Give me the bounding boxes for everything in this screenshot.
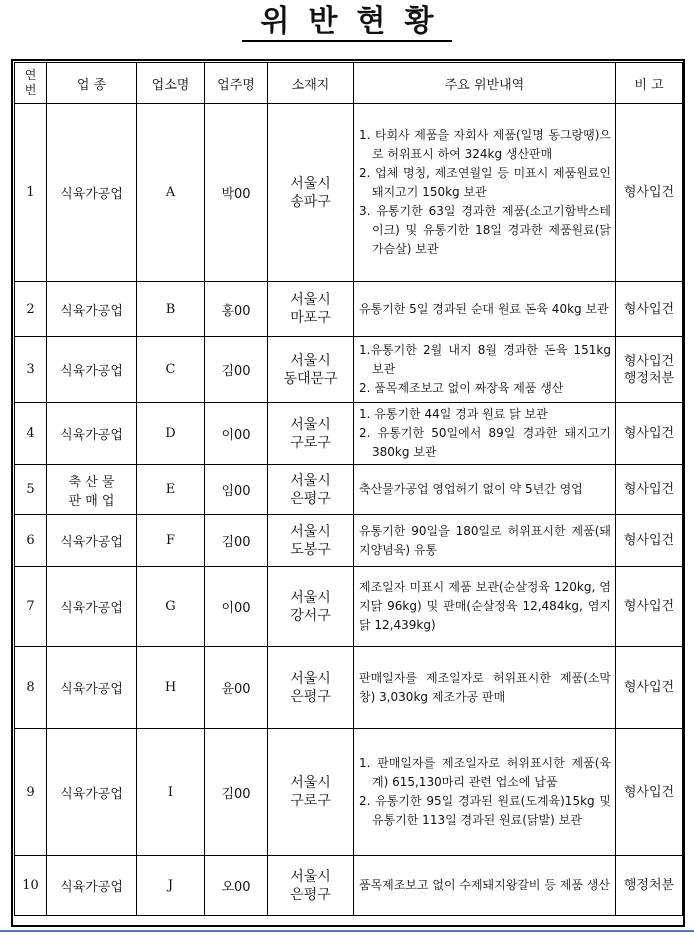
remarks-cell — [616, 567, 683, 647]
details-cell — [354, 337, 616, 403]
remarks-line: 형사입건 — [623, 301, 675, 317]
details-list — [359, 754, 611, 830]
location-cell — [268, 729, 354, 856]
header-owner: 업주명 — [205, 63, 268, 104]
details-list — [359, 341, 611, 398]
owner-name: 이00 — [205, 567, 268, 647]
industry-cell — [47, 856, 137, 916]
header-location: 소재지 — [268, 63, 354, 104]
remarks-line: 행정처분 — [623, 878, 675, 893]
location-line: 송파구 — [290, 193, 331, 210]
details-item: 2. 품목제조보고 없이 짜장육 제품 생산 — [359, 381, 564, 395]
business-name: J — [137, 856, 205, 916]
location-line: 구로구 — [290, 793, 331, 809]
owner-name: 이00 — [205, 403, 268, 465]
industry-cell — [47, 337, 137, 403]
location-line: 서울시 — [290, 352, 331, 369]
location-line: 서울시 — [290, 292, 331, 308]
location-line: 동대문구 — [283, 370, 338, 387]
bottom-divider — [0, 930, 694, 932]
industry-cell — [47, 465, 137, 515]
table-row — [15, 282, 683, 337]
industry-cell — [47, 647, 137, 729]
row-number: 10 — [15, 856, 47, 916]
location-cell — [268, 515, 354, 567]
row-number: 9 — [15, 729, 47, 856]
industry-cell — [47, 729, 137, 856]
row-number: 7 — [15, 567, 47, 647]
remarks-cell — [616, 729, 683, 856]
location-line: 강서구 — [290, 607, 331, 624]
table-row — [15, 104, 683, 282]
details-list — [359, 126, 611, 259]
location-line: 서울시 — [290, 775, 331, 791]
business-name: B — [137, 282, 205, 337]
header-no-line: 연 — [24, 68, 37, 82]
location-line: 마포구 — [290, 310, 331, 326]
business-name: I — [137, 729, 205, 856]
industry-line: 식육가공업 — [60, 428, 123, 443]
industry-cell — [47, 403, 137, 465]
table-body — [15, 104, 683, 916]
remarks-line: 형사입건 — [623, 482, 675, 497]
details-cell — [354, 104, 616, 282]
owner-name: 홍00 — [205, 282, 268, 337]
details-cell — [354, 567, 616, 647]
table-row — [15, 403, 683, 465]
row-number: 3 — [15, 337, 47, 403]
details-item: 1. 판매일자를 제조일자로 허위표시한 제품(육계) 615,130마리 관련 업소에 납품 — [359, 756, 611, 789]
remarks-cell — [616, 337, 683, 403]
industry-line: 판 매 업 — [68, 493, 115, 509]
details-cell — [354, 729, 616, 856]
owner-name: 윤00 — [205, 647, 268, 729]
header-industry: 업 종 — [47, 63, 137, 104]
remarks-cell — [616, 282, 683, 337]
details-text: 유통기한 5일 경과된 순대 원료 돈육 40kg 보관 — [359, 301, 609, 316]
page-title — [0, 4, 694, 44]
industry-cell — [47, 567, 137, 647]
industry-line: 식육가공업 — [60, 187, 123, 202]
header-remarks: 비 고 — [616, 63, 683, 104]
row-number: 2 — [15, 282, 47, 337]
table-header — [15, 63, 683, 104]
location-cell — [268, 647, 354, 729]
business-name: E — [137, 465, 205, 515]
industry-line: 축 산 물 — [68, 474, 115, 490]
details-cell — [354, 856, 616, 916]
details-cell — [354, 647, 616, 729]
table-row — [15, 465, 683, 515]
owner-name: 김00 — [205, 729, 268, 856]
owner-name: 오00 — [205, 856, 268, 916]
details-item: 1. 타회사 제품을 자회사 제품(일명 동그랑땡)으로 허위표시 하여 324kg 생산판매 — [359, 128, 611, 161]
row-number: 6 — [15, 515, 47, 567]
remarks-line: 행정처분 — [623, 370, 675, 386]
location-line: 서울시 — [290, 868, 331, 885]
details-cell — [354, 515, 616, 567]
remarks-line: 형사입건 — [623, 185, 675, 200]
location-line: 은평구 — [290, 688, 331, 705]
remarks-line: 형사입건 — [623, 426, 675, 441]
remarks-cell — [616, 515, 683, 567]
details-text: 축산물가공업 영업허기 없이 약 5년간 영업 — [359, 482, 583, 496]
owner-name: 김00 — [205, 337, 268, 403]
location-line: 은평구 — [290, 886, 331, 903]
remarks-line: 형사입건 — [623, 680, 675, 695]
business-name: A — [137, 104, 205, 282]
details-item: 3. 유통기한 63일 경과한 제품(소고기함박스테이크) 및 유통기한 18일 경과한 제품원료(닭가슴살) 보관 — [359, 204, 611, 256]
location-line: 서울시 — [290, 523, 331, 540]
remarks-cell — [616, 104, 683, 282]
details-item: 1. 유통기한 44일 경과 원료 닭 보관 — [359, 407, 548, 421]
remarks-line: 형사입건 — [623, 353, 675, 369]
industry-cell — [47, 104, 137, 282]
details-cell — [354, 282, 616, 337]
remarks-cell — [616, 465, 683, 515]
details-item: 1.유통기한 2월 내지 8월 경과한 돈육 151kg 보관 — [359, 343, 611, 376]
violation-table — [14, 62, 683, 916]
location-line: 서울시 — [290, 175, 331, 192]
location-line: 서울시 — [290, 416, 331, 433]
remarks-line: 형사입건 — [623, 533, 675, 548]
location-line: 서울시 — [290, 589, 331, 606]
page-title-text: 위반현황 — [242, 4, 453, 42]
row-number: 4 — [15, 403, 47, 465]
location-line: 은평구 — [290, 490, 331, 507]
industry-line: 식육가공업 — [60, 601, 123, 616]
remarks-cell — [616, 647, 683, 729]
industry-line: 식육가공업 — [60, 303, 123, 319]
details-list — [359, 405, 611, 462]
owner-name: 박00 — [205, 104, 268, 282]
header-business: 업소명 — [137, 63, 205, 104]
location-cell — [268, 337, 354, 403]
remarks-cell — [616, 856, 683, 916]
location-line: 서울시 — [290, 670, 331, 687]
industry-line: 식육가공업 — [60, 880, 123, 895]
location-line: 도봉구 — [290, 541, 331, 558]
row-number: 1 — [15, 104, 47, 282]
location-line: 구로구 — [290, 434, 331, 451]
industry-cell — [47, 282, 137, 337]
industry-line: 식육가공업 — [60, 682, 123, 697]
details-item: 2. 유통기한 50일에서 89일 경과한 돼지고기 380kg 보관 — [359, 426, 611, 459]
details-item: 2. 유통기한 95일 경과된 원료(도계육)15kg 및 유통기한 113일 경과된 원료(닭발) 보관 — [359, 794, 611, 827]
business-name: C — [137, 337, 205, 403]
owner-name: 김00 — [205, 515, 268, 567]
owner-name: 임00 — [205, 465, 268, 515]
location-cell — [268, 282, 354, 337]
business-name: G — [137, 567, 205, 647]
details-item: 2. 업체 명칭, 제조연월일 등 미표시 제품원료인 돼지고기 150kg 보관 — [359, 166, 611, 199]
table-row — [15, 729, 683, 856]
table-row — [15, 647, 683, 729]
header-no-line: 번 — [24, 83, 37, 97]
industry-line: 식육가공업 — [60, 535, 123, 550]
location-cell — [268, 856, 354, 916]
table-row — [15, 567, 683, 647]
table-row — [15, 337, 683, 403]
remarks-line: 형사입건 — [623, 599, 675, 614]
details-text: 유통기한 90일을 180일로 허위표시한 제품(돼지양념육) 유통 — [359, 523, 611, 557]
details-text: 품목제조보고 없이 수제돼지왕갈비 등 제품 생산 — [359, 878, 610, 892]
remarks-cell — [616, 403, 683, 465]
location-line: 서울시 — [290, 472, 331, 489]
header-row — [15, 63, 683, 104]
remarks-line: 형사입건 — [623, 784, 675, 800]
location-cell — [268, 403, 354, 465]
business-name: D — [137, 403, 205, 465]
row-number: 8 — [15, 647, 47, 729]
header-no — [15, 63, 47, 104]
table-row — [15, 515, 683, 567]
details-text: 제조일자 미표시 제품 보관(순살정육 120kg, 염지닭 96kg) 및 판매(순살정육 12,484kg, 염지닭 12,439kg) — [359, 580, 611, 632]
industry-line: 식육가공업 — [60, 786, 123, 802]
location-cell — [268, 567, 354, 647]
business-name: H — [137, 647, 205, 729]
industry-cell — [47, 515, 137, 567]
details-cell — [354, 465, 616, 515]
header-details: 주요 위반내역 — [354, 63, 616, 104]
location-cell — [268, 465, 354, 515]
location-cell — [268, 104, 354, 282]
table-row — [15, 856, 683, 916]
row-number: 5 — [15, 465, 47, 515]
details-cell — [354, 403, 616, 465]
details-text: 판매일자를 제조일자로 허위표시한 제품(소막창) 3,030kg 제조가공 판매 — [359, 670, 611, 704]
business-name: F — [137, 515, 205, 567]
industry-line: 식육가공업 — [60, 364, 123, 379]
